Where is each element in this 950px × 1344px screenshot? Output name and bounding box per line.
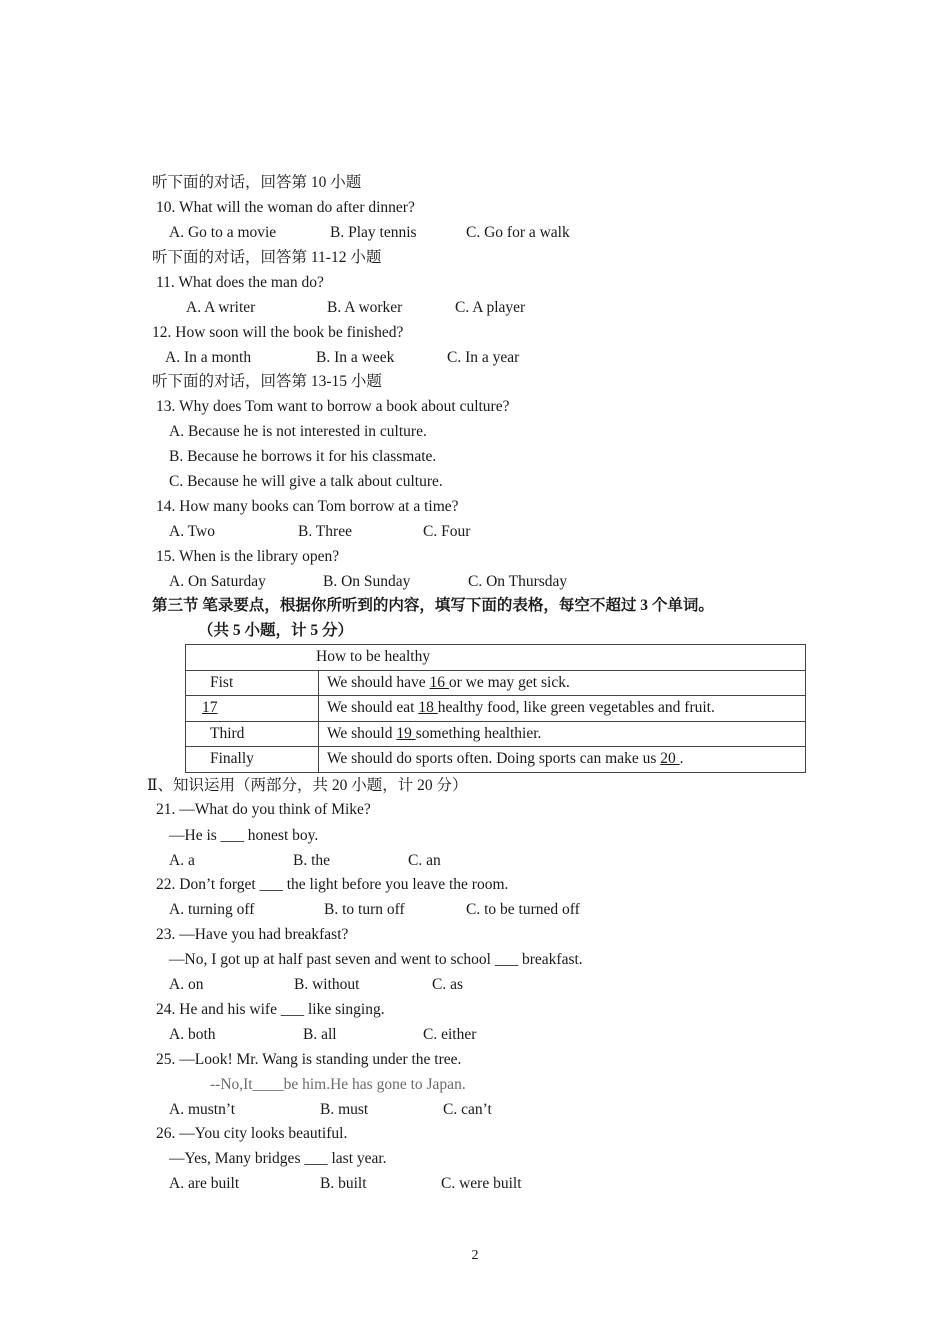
question-12-option-c: C. In a year (447, 349, 520, 366)
question-22-option-a: A. turning off (169, 901, 255, 918)
question-13-stem: 13. Why does Tom want to borrow a book about culture? (156, 398, 510, 415)
question-14-option-b: B. Three (298, 523, 352, 540)
question-24-stem: 24. He and his wife ___ like singing. (156, 1001, 385, 1018)
question-15-option-c: C. On Thursday (468, 573, 568, 590)
question-22-option-b: B. to turn off (324, 901, 405, 918)
question-21-line2: —He is ___ honest boy. (169, 827, 319, 844)
row-text: We should do sports often. Doing sports can make us (327, 750, 661, 768)
question-14-stem: 14. How many books can Tom borrow at a time? (156, 498, 459, 515)
notes-table (185, 644, 806, 773)
blank-18[interactable]: 18 (418, 699, 438, 717)
question-12-stem: 12. How soon will the book be finished? (152, 324, 404, 341)
table-row (186, 747, 806, 773)
part2-title: Ⅱ、知识运用（两部分，共 20 小题，计 20 分） (147, 777, 468, 794)
question-10-option-b: B. Play tennis (330, 224, 417, 241)
question-26-option-a: A. are built (169, 1175, 240, 1192)
question-24-option-a: A. both (169, 1026, 216, 1043)
question-25-option-b: B. must (320, 1101, 369, 1118)
row-text: We should have (327, 673, 430, 691)
table-row-label: Third (186, 721, 319, 747)
question-10-option-a: A. Go to a movie (169, 224, 277, 241)
table-row-label: Fist (186, 670, 319, 696)
question-11-stem: 11. What does the man do? (156, 274, 324, 291)
table-row (186, 721, 806, 747)
row-text: healthy food, like green vegetables and fruit. (437, 699, 715, 717)
question-11-option-b: B. A worker (327, 299, 403, 316)
row-text: We should eat (327, 699, 419, 717)
table-row (186, 696, 806, 722)
question-21-option-c: C. an (408, 852, 441, 869)
question-24-option-b: B. all (303, 1026, 337, 1043)
question-22-option-c: C. to be turned off (466, 901, 580, 918)
question-13-option-a: A. Because he is not interested in culture. (169, 423, 427, 440)
blank-17[interactable]: 17 (202, 699, 218, 717)
question-11-option-a: A. A writer (186, 299, 256, 316)
question-26-option-c: C. were built (441, 1175, 522, 1192)
question-13-option-b: B. Because he borrows it for his classmate. (169, 448, 437, 465)
question-15-stem: 15. When is the library open? (156, 548, 340, 565)
table-row-content (319, 696, 806, 722)
question-10-option-c: C. Go for a walk (466, 224, 570, 241)
row-text: or we may get sick. (448, 673, 570, 691)
page-number: 2 (471, 1248, 479, 1263)
row-text: something healthier. (415, 724, 542, 742)
question-12-option-b: B. In a week (316, 349, 395, 366)
table-row (186, 645, 806, 671)
section-intro-11: 听下面的对话，回答第 11-12 小题 (152, 249, 382, 266)
question-14-option-c: C. Four (423, 523, 471, 540)
row-text: We should (327, 724, 397, 742)
question-23-option-b: B. without (294, 976, 360, 993)
section-intro-10: 听下面的对话，回答第 10 小题 (152, 174, 362, 191)
question-13-option-c: C. Because he will give a talk about culture. (169, 473, 443, 490)
question-22-stem: 22. Don’t forget ___ the light before you leave the room. (156, 876, 509, 893)
table-row-content (319, 721, 806, 747)
question-26-line2: —Yes, Many bridges ___ last year. (169, 1150, 387, 1167)
table-row-content (319, 670, 806, 696)
question-25-stem: 25. —Look! Mr. Wang is standing under the tree. (156, 1051, 462, 1068)
section-intro-13: 听下面的对话，回答第 13-15 小题 (152, 373, 382, 390)
question-15-option-b: B. On Sunday (323, 573, 411, 590)
question-14-option-a: A. Two (169, 523, 215, 540)
question-24-option-c: C. either (423, 1026, 477, 1043)
question-21-option-b: B. the (293, 852, 331, 869)
table-row-label: Finally (186, 747, 319, 773)
question-15-option-a: A. On Saturday (169, 573, 266, 590)
question-21-stem: 21. —What do you think of Mike? (156, 801, 371, 818)
question-25-line2: --No,It____be him.He has gone to Japan. (210, 1076, 466, 1093)
question-23-stem: 23. —Have you had breakfast? (156, 926, 349, 943)
question-23-option-a: A. on (169, 976, 204, 993)
question-21-option-a: A. a (169, 852, 195, 869)
table-row-content (319, 747, 806, 773)
blank-16[interactable]: 16 (429, 673, 449, 691)
question-26-option-b: B. built (320, 1175, 367, 1192)
question-25-option-c: C. can’t (443, 1101, 492, 1118)
question-26-stem: 26. —You city looks beautiful. (156, 1125, 348, 1142)
question-10-stem: 10. What will the woman do after dinner? (156, 199, 415, 216)
blank-19[interactable]: 19 (396, 724, 416, 742)
table-row (186, 670, 806, 696)
row-text: . (679, 750, 684, 768)
question-25-option-a: A. mustn’t (169, 1101, 236, 1118)
table-title: How to be healthy (186, 645, 806, 671)
table-row-label (186, 696, 319, 722)
part3-subtitle: （共 5 小题，计 5 分） (198, 622, 354, 639)
question-12-option-a: A. In a month (165, 349, 252, 366)
part3-title: 第三节 笔录要点，根据你所听到的内容，填写下面的表格，每空不超过 3 个单词。 (152, 597, 714, 614)
question-23-option-c: C. as (432, 976, 463, 993)
question-11-option-c: C. A player (455, 299, 526, 316)
blank-20[interactable]: 20 (660, 750, 680, 768)
question-23-line2: —No, I got up at half past seven and went to school ___ breakfast. (169, 951, 583, 968)
